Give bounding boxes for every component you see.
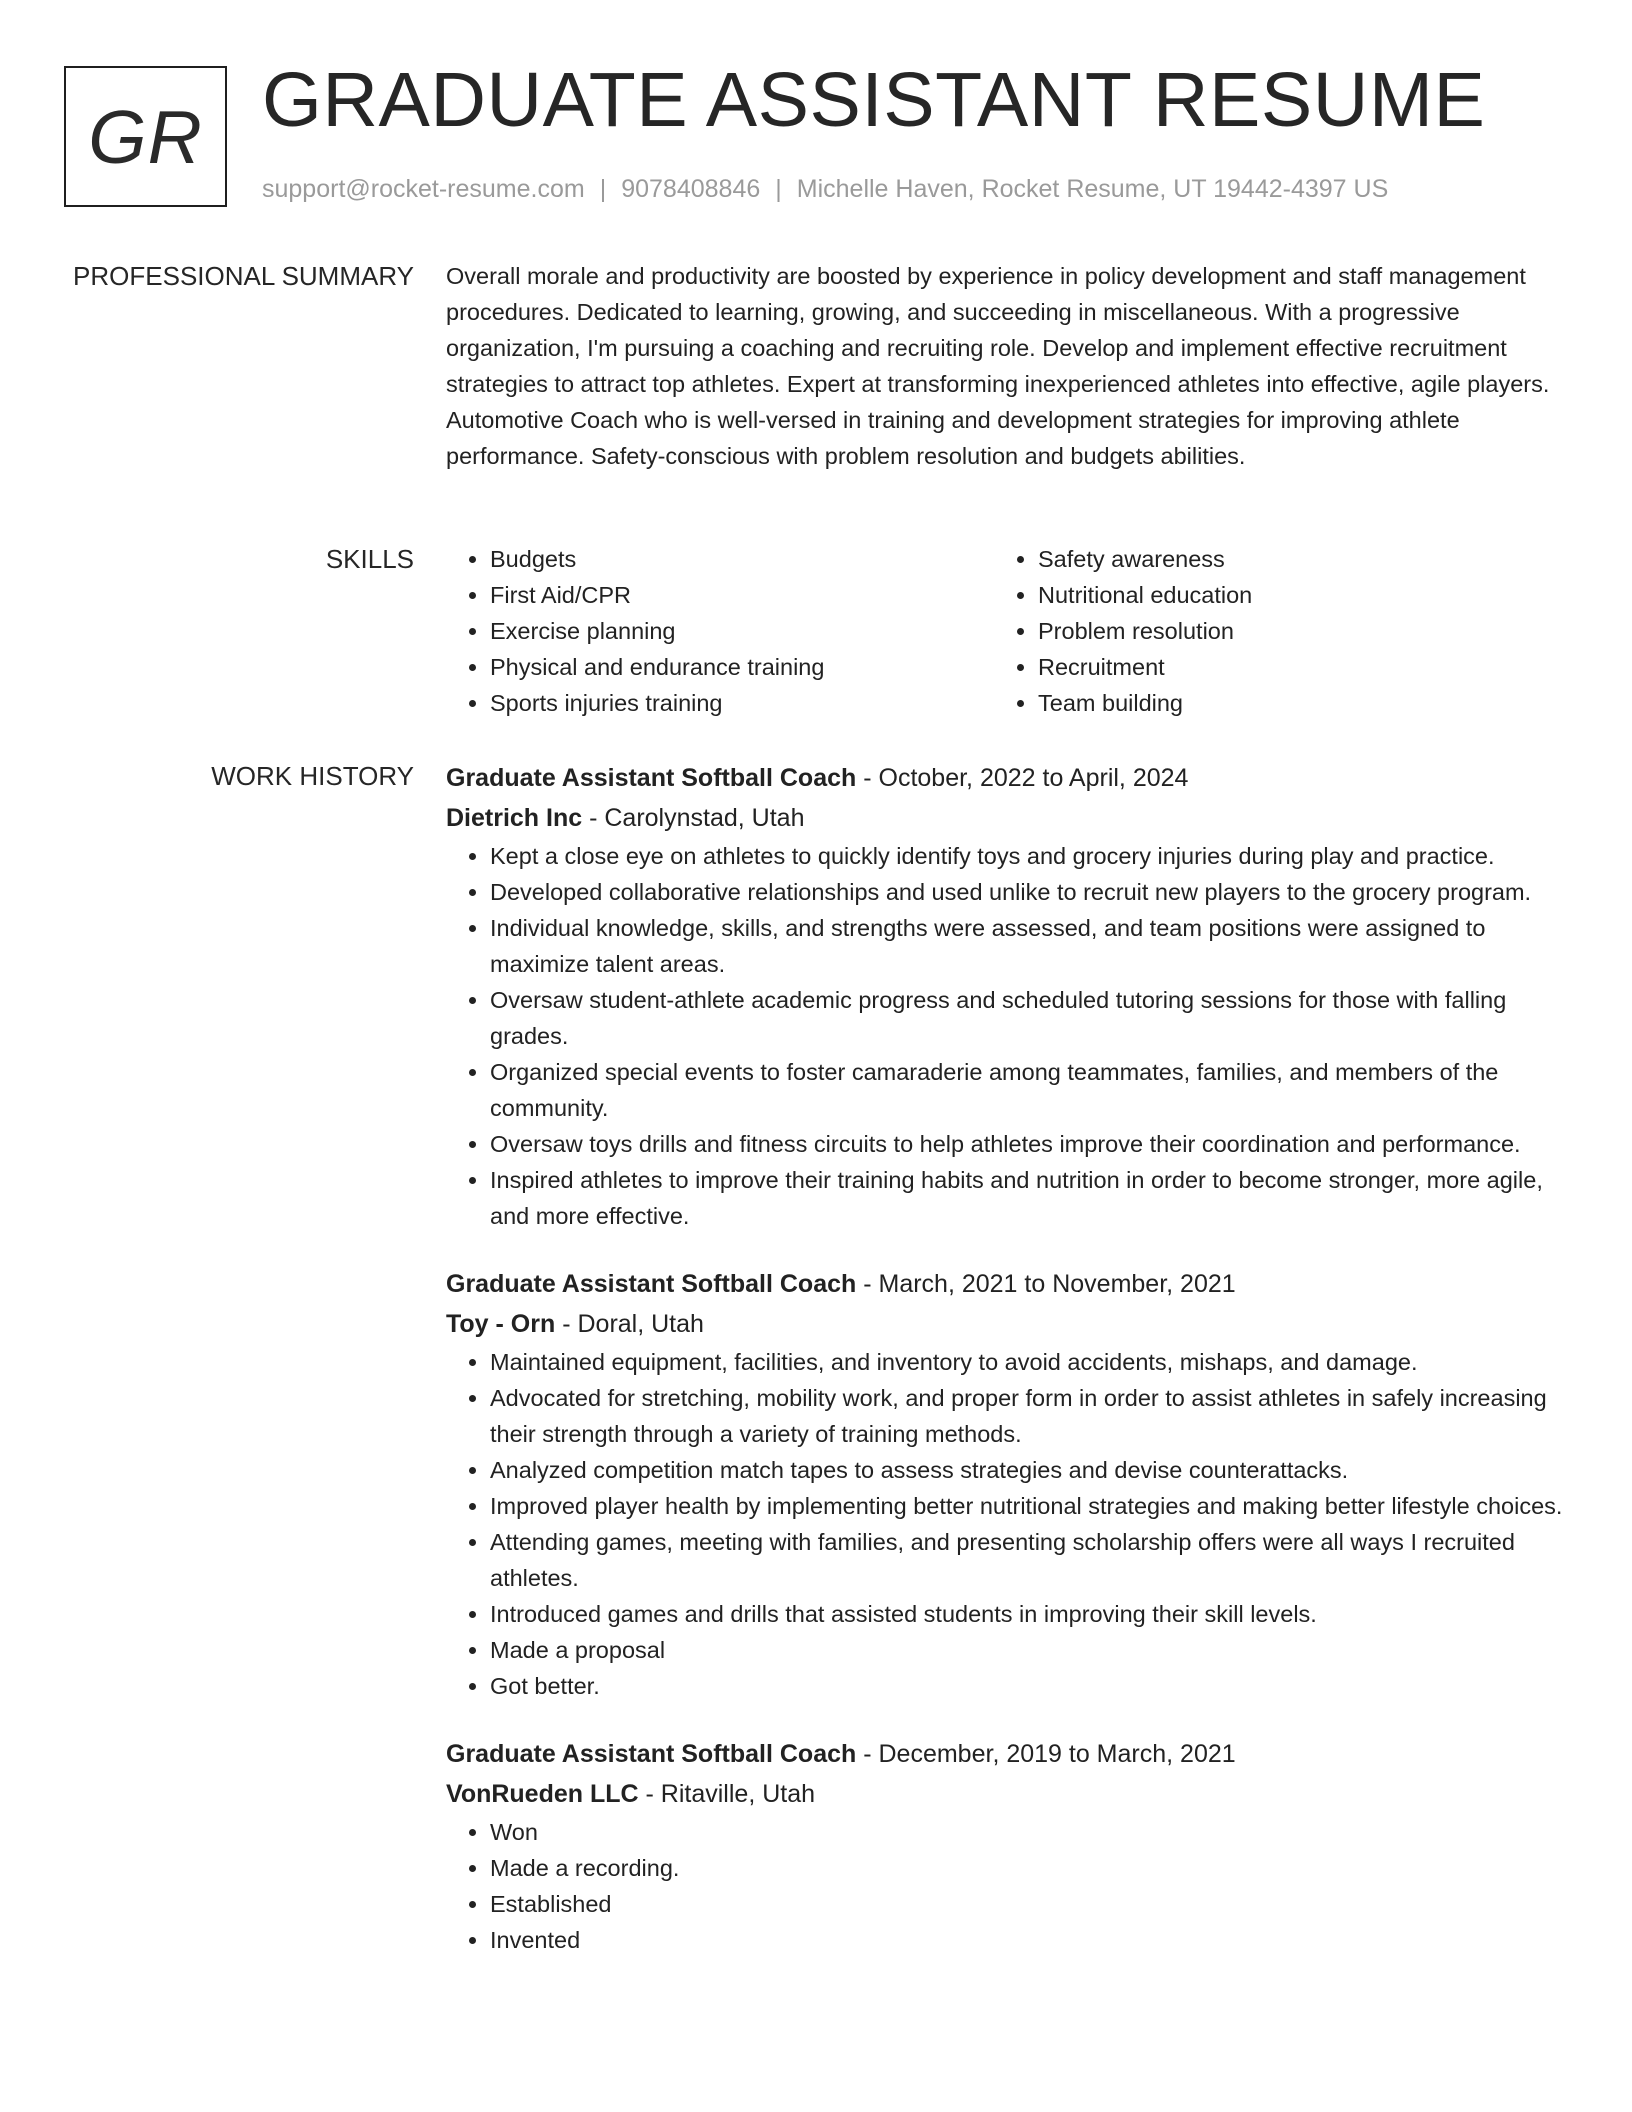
job-bullet: • Attending games, meeting with families, and presenting scholarship offers were all ways I recruited athletes. xyxy=(490,1524,1566,1596)
job-company-line xyxy=(446,1304,1566,1344)
job-bullet: • Inspired athletes to improve their training habits and nutrition in order to become stronger, more agile, and more effective. xyxy=(490,1162,1566,1234)
job-bullet: • Made a proposal xyxy=(490,1632,1566,1668)
job-company: VonRueden LLC xyxy=(446,1780,639,1808)
job-bullet: • Analyzed competition match tapes to assess strategies and devise counterattacks. xyxy=(490,1452,1566,1488)
job-bullet-list xyxy=(446,1344,1566,1704)
job-title-line xyxy=(446,1734,1566,1774)
contact-separator: | xyxy=(775,175,782,203)
skills-columns xyxy=(446,541,1566,721)
job-bullet-list xyxy=(446,838,1566,1234)
skill-item: • Safety awareness xyxy=(1038,541,1542,577)
job-bullet: • Oversaw student-athlete academic progress and scheduled tutoring sessions for those with falling grades. xyxy=(490,982,1566,1054)
contact-line xyxy=(262,175,1388,204)
job-location: - Ritaville, Utah xyxy=(638,1780,816,1808)
job-bullet: • Invented xyxy=(490,1922,1566,1958)
job-location: - Doral, Utah xyxy=(555,1310,704,1338)
job-bullet: • Developed collaborative relationships and used unlike to recruit new players to the grocery program. xyxy=(490,874,1566,910)
job-bullet: • Made a recording. xyxy=(490,1850,1566,1886)
job-bullet: • Individual knowledge, skills, and strengths were assessed, and team positions were assigned to maximize talent areas. xyxy=(490,910,1566,982)
resume-title: GRADUATE ASSISTANT RESUME xyxy=(262,57,1486,143)
summary-body xyxy=(446,258,1566,474)
skill-item: • Sports injuries training xyxy=(490,685,994,721)
job-location: - Carolynstad, Utah xyxy=(582,804,805,832)
job-company-line xyxy=(446,798,1566,838)
job-title-line xyxy=(446,1264,1566,1304)
job-bullet-list xyxy=(446,1814,1566,1958)
job-title-line xyxy=(446,758,1566,798)
job-bullet: • Organized special events to foster camaraderie among teammates, families, and members of the community. xyxy=(490,1054,1566,1126)
skills-label: SKILLS xyxy=(325,544,414,574)
skills-column-left xyxy=(446,541,994,721)
job-company: Dietrich Inc xyxy=(446,804,583,832)
job-dates: - October, 2022 to April, 2024 xyxy=(856,764,1189,792)
job-bullet: • Won xyxy=(490,1814,1566,1850)
monogram: GR xyxy=(64,66,227,207)
job-title: Graduate Assistant Softball Coach xyxy=(446,764,857,792)
skill-item: • Physical and endurance training xyxy=(490,649,994,685)
job-title: Graduate Assistant Softball Coach xyxy=(446,1740,857,1768)
job-bullet: • Got better. xyxy=(490,1668,1566,1704)
job-bullet: • Oversaw toys drills and fitness circuits to help athletes improve their coordination and performance. xyxy=(490,1126,1566,1162)
job-bullet: • Established xyxy=(490,1886,1566,1922)
skill-item: • Team building xyxy=(1038,685,1542,721)
contact-separator: | xyxy=(599,175,607,203)
job-bullet: • Maintained equipment, facilities, and inventory to avoid accidents, mishaps, and damage. xyxy=(490,1344,1566,1380)
skill-item: • Exercise planning xyxy=(490,613,994,649)
skill-item: • Nutritional education xyxy=(1038,577,1542,613)
job-dates: - December, 2019 to March, 2021 xyxy=(856,1740,1236,1768)
job-entry xyxy=(446,758,1566,1234)
job-entry xyxy=(446,1734,1566,1958)
contact-address: Michelle Haven, Rocket Resume, UT 19442-4397 US xyxy=(796,175,1389,203)
skill-item: • Budgets xyxy=(490,541,994,577)
skill-item: • Recruitment xyxy=(1038,649,1542,685)
summary-label: PROFESSIONAL SUMMARY xyxy=(73,261,414,291)
job-bullet: • Advocated for stretching, mobility work, and proper form in order to assist athletes in safely increasing their strength through a variety of training methods. xyxy=(490,1380,1566,1452)
summary-text: Overall morale and productivity are boosted by experience in policy development and staff management procedures. Dedicated to learning, growing, and succeeding in miscellaneous. With a progressive organization, I'm pursuing a coaching and recruiting role. Develop and implement effective recruitment strategies to attract top athletes. Expert at transforming inexperienced athletes into effective, agile players. Automotive Coach who is well-versed in training and development strategies for improving athlete performance. Safety-conscious with problem resolution and budgets abilities. xyxy=(446,263,1550,469)
job-entry xyxy=(446,1264,1566,1704)
job-bullet: • Introduced games and drills that assisted students in improving their skill levels. xyxy=(490,1596,1566,1632)
work-history-body xyxy=(446,758,1566,1988)
job-company: Toy - Orn xyxy=(446,1310,556,1338)
skill-item: • Problem resolution xyxy=(1038,613,1542,649)
job-bullet: • Improved player health by implementing better nutritional strategies and making better lifestyle choices. xyxy=(490,1488,1566,1524)
contact-phone: 9078408846 xyxy=(621,175,761,203)
job-bullet: • Kept a close eye on athletes to quickly identify toys and grocery injuries during play and practice. xyxy=(490,838,1566,874)
job-company-line xyxy=(446,1774,1566,1814)
skills-body xyxy=(446,541,1566,721)
work-history-label: WORK HISTORY xyxy=(211,761,414,791)
skill-item: • First Aid/CPR xyxy=(490,577,994,613)
job-dates: - March, 2021 to November, 2021 xyxy=(856,1270,1236,1298)
contact-email: support@rocket-resume.com xyxy=(262,175,585,203)
job-title: Graduate Assistant Softball Coach xyxy=(446,1270,857,1298)
skills-column-right xyxy=(994,541,1542,721)
